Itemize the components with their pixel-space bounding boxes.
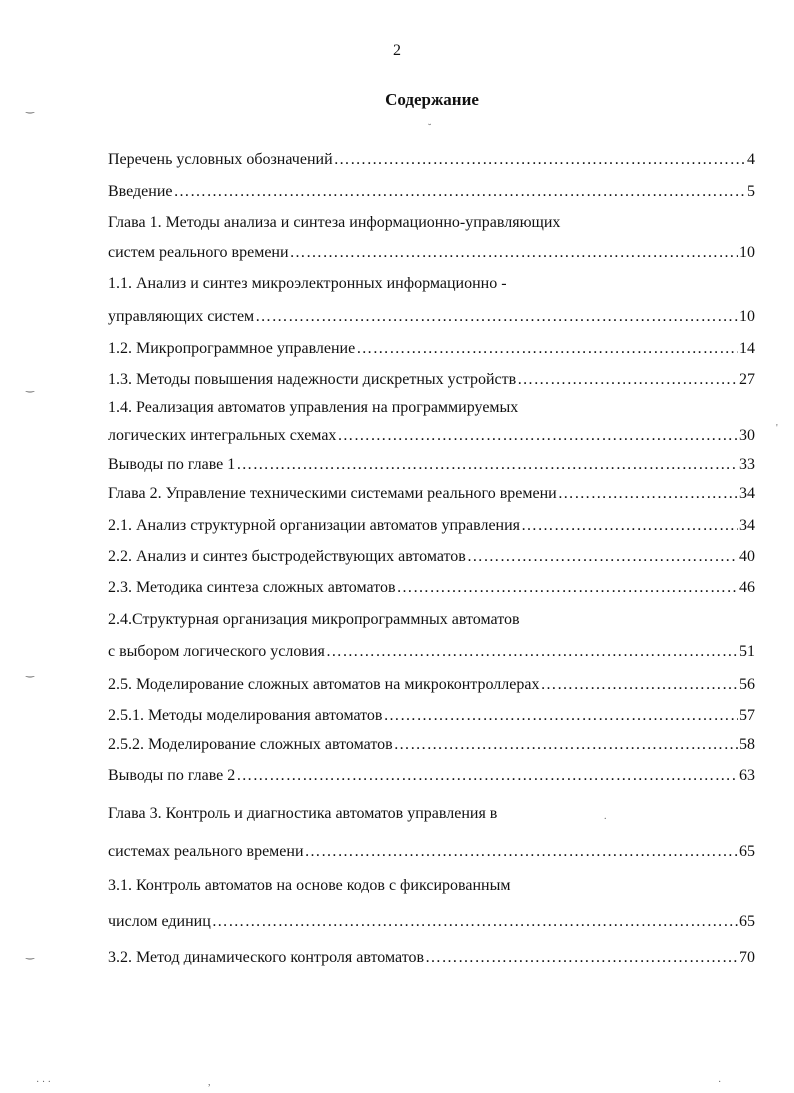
scan-mark: ,: [208, 1077, 211, 1088]
toc-entry: [108, 180, 755, 204]
toc-entry: [108, 368, 755, 392]
scan-mark: ‿: [26, 949, 35, 960]
toc-entry: [108, 802, 755, 826]
toc-entry: [108, 211, 755, 235]
toc-page-number: 4: [747, 151, 755, 168]
toc-entry: [108, 576, 755, 600]
toc-leader-dots: [425, 946, 738, 970]
toc-page-number: 70: [739, 949, 755, 966]
toc-page-number: 34: [739, 517, 755, 534]
toc-page-number: 46: [739, 579, 755, 596]
toc-leader-dots: [521, 514, 738, 538]
toc-page-number: 10: [739, 308, 755, 325]
toc-entry-text: Выводы по главе 1: [108, 456, 236, 473]
toc-entry: [108, 733, 755, 757]
toc-page-number: 56: [739, 676, 755, 693]
toc-entry-text: 1.3. Методы повышения надежности дискретных устройств: [108, 371, 517, 388]
toc-leader-dots: [236, 453, 738, 477]
toc-leader-dots: [397, 576, 738, 600]
toc-leader-dots: [174, 180, 747, 204]
scan-mark: ˘: [428, 123, 432, 134]
toc-entry-text: логических интегральных схемах: [108, 427, 337, 444]
toc-page-number: 57: [739, 707, 755, 724]
toc-entry-text: 2.5.1. Методы моделирования автоматов: [108, 707, 383, 724]
toc-leader-dots: [356, 337, 738, 361]
toc-entry: [108, 514, 755, 538]
toc-leader-dots: [305, 840, 738, 864]
toc-entry: [108, 396, 755, 420]
toc-entry: [108, 272, 755, 296]
toc-leader-dots: [558, 482, 738, 506]
toc-leader-dots: [326, 640, 738, 664]
toc-entry-text: 2.5. Моделирование сложных автоматов на микроконтроллерах: [108, 676, 540, 693]
toc-entry-text: Перечень условных обозначений: [108, 151, 333, 168]
toc-entry-text: Глава 3. Контроль и диагностика автоматов управления в: [108, 805, 498, 822]
toc-entry: [108, 673, 755, 697]
toc-entry-text: 1.4. Реализация автоматов управления на программируемых: [108, 399, 519, 416]
scan-mark: ‿: [26, 103, 35, 114]
toc-entry: [108, 874, 755, 898]
toc-entry: [108, 640, 755, 664]
toc-entry: [108, 453, 755, 477]
toc-entry-text: Введение: [108, 183, 173, 200]
toc-leader-dots: [467, 545, 738, 569]
scan-mark: ·: [718, 1077, 722, 1088]
toc-entry-text: Глава 2. Управление техническими системами реального времени: [108, 485, 557, 502]
toc-leader-dots: [290, 241, 738, 265]
toc-leader-dots: [212, 910, 738, 934]
toc-entry-text: 1.2. Микропрограммное управление: [108, 340, 356, 357]
toc-leader-dots: [337, 424, 738, 448]
toc-page-number: 65: [739, 843, 755, 860]
scan-mark: ‿: [26, 382, 35, 393]
toc-page-number: 30: [739, 427, 755, 444]
toc-entry-text: числом единиц: [108, 913, 211, 930]
toc-leader-dots: [334, 148, 746, 172]
toc-entry-text: 2.1. Анализ структурной организации автоматов управления: [108, 517, 521, 534]
scan-mark: · · ·: [36, 1077, 51, 1088]
toc-page-number: 5: [747, 183, 755, 200]
toc-page-number: 63: [739, 767, 755, 784]
toc-entry-text: 2.5.2. Моделирование сложных автоматов: [108, 736, 393, 753]
toc-entry: [108, 482, 755, 506]
toc-page-number: 58: [739, 736, 755, 753]
toc-page-number: 65: [739, 913, 755, 930]
toc-entry: [108, 337, 755, 361]
toc-entry: [108, 305, 755, 329]
page-number: 2: [393, 42, 401, 59]
toc-entry: [108, 608, 755, 632]
toc-entry-text: 3.2. Метод динамического контроля автоматов: [108, 949, 425, 966]
toc-page-number: 14: [739, 340, 755, 357]
toc-entry: [108, 764, 755, 788]
scan-mark: ‿: [26, 667, 35, 678]
toc-entry-text: Глава 1. Методы анализа и синтеза информационно-управляющих: [108, 214, 561, 231]
toc-leader-dots: [255, 305, 738, 329]
toc-leader-dots: [517, 368, 738, 392]
toc-leader-dots: [236, 764, 738, 788]
toc-entry-text: управляющих систем: [108, 308, 255, 325]
toc-entry-text: 2.3. Методика синтеза сложных автоматов: [108, 579, 396, 596]
toc-entry: [108, 704, 755, 728]
toc-entry-text: 1.1. Анализ и синтез микроэлектронных информационно -: [108, 275, 507, 292]
toc-entry-text: с выбором логического условия: [108, 643, 325, 660]
toc-page-number: 51: [739, 643, 755, 660]
toc-page-number: 10: [739, 244, 755, 261]
toc-entry: [108, 910, 755, 934]
toc-entry-text: системах реального времени: [108, 843, 304, 860]
toc-entry: [108, 946, 755, 970]
toc-page-number: 40: [739, 548, 755, 565]
toc-entry: [108, 545, 755, 569]
toc-entry-text: 2.4.Структурная организация микропрограммных автоматов: [108, 611, 520, 628]
toc-entry-text: 3.1. Контроль автоматов на основе кодов с фиксированным: [108, 877, 511, 894]
toc-page-number: 33: [739, 456, 755, 473]
toc-entry-text: Выводы по главе 2: [108, 767, 236, 784]
scan-mark: ': [776, 423, 778, 434]
scan-mark: .: [604, 811, 607, 822]
toc-leader-dots: [394, 733, 738, 757]
toc-leader-dots: [540, 673, 738, 697]
toc-entry: [108, 148, 755, 172]
page-title: Содержание: [385, 90, 479, 109]
toc-page-number: 34: [739, 485, 755, 502]
toc-entry-text: 2.2. Анализ и синтез быстродействующих автоматов: [108, 548, 466, 565]
toc-entry: [108, 241, 755, 265]
toc-leader-dots: [383, 704, 738, 728]
toc-entry-text: систем реального времени: [108, 244, 289, 261]
toc-page-number: 27: [739, 371, 755, 388]
toc-entry: [108, 424, 755, 448]
toc-entry: [108, 840, 755, 864]
